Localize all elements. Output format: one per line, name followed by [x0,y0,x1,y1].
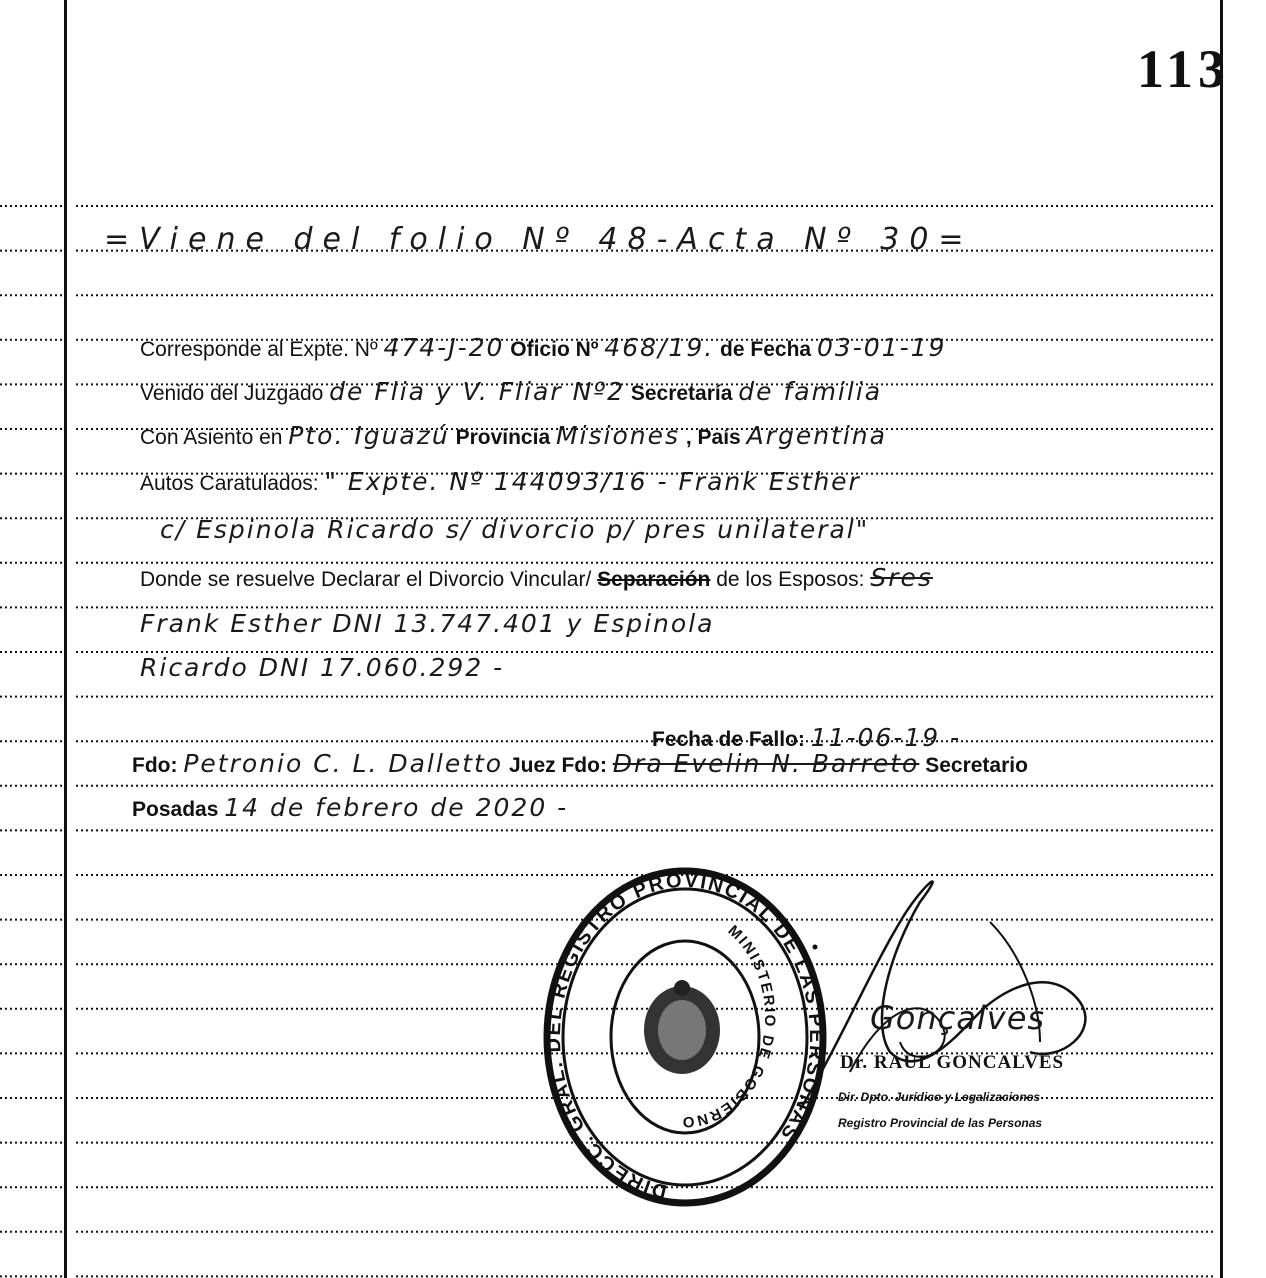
label-fecha: de Fecha [720,338,812,361]
value-fecha: 03-01-19 [816,333,947,362]
line-autos [140,467,861,496]
label-secretario: Secretario [925,754,1028,777]
page-number: 113 [1136,39,1230,99]
value-secretaria: de familia [738,377,883,406]
heading-handwritten: =Viene del folio Nº 48-Acta Nº 30= [104,222,974,257]
official-stamp [540,862,830,1212]
value-pais: Argentina [746,421,887,450]
label-juez-fdo: Juez Fdo: [508,754,607,777]
value-juez: Petronio C. L. Dalletto [183,749,504,778]
value-juzgado: de Flia y V. Fliar Nº2 [329,377,625,406]
value-fecha-fallo: 11-06-19 - [810,723,962,752]
label-posadas: Posadas [132,798,219,821]
label-juzgado: Venido del Juzgado [140,382,324,405]
stamp-inner-text: MINISTERIO DE GOBIERNO [680,922,779,1131]
signature-scribble [790,862,1110,1122]
value-autos: " Expte. Nº 144093/16 - Frank Esther [324,467,861,496]
line-autos-cont: c/ Espinola Ricardo s/ divorcio p/ pres unilateral" [160,515,870,544]
value-asiento: Pto. Iguazú [288,421,450,450]
value-expte: 474-J-20 [383,333,505,362]
label-resuelve: Donde se resuelve Declarar el Divorcio Vincular/ [140,568,592,591]
label-esposos: de los Esposos: [716,568,865,591]
value-secretaria-nombre: Dra Evelin N. Barreto [612,749,920,778]
label-fecha-fallo: Fecha de Fallo: [652,728,805,751]
label-oficio: Oficio Nº [510,338,599,361]
signature-handwritten: Gonçalves [870,999,1046,1037]
label-expte: Corresponde al Expte. Nº [140,338,378,361]
value-oficio: 468/19. [604,333,715,362]
value-sres: Sres [870,563,933,592]
label-separacion: Separación [597,568,711,591]
label-autos: Autos Caratulados: [140,472,319,495]
line-expediente [140,333,947,362]
signatory-title-2: Registro Provincial de las Personas [838,1116,1043,1130]
line-posadas [132,793,569,822]
line-esposa: Frank Esther DNI 13.747.401 y Espinola [140,609,715,638]
right-margin-rule [1220,0,1223,1278]
value-posadas-fecha: 14 de febrero de 2020 - [224,793,569,822]
label-provincia: Provincia [455,426,551,449]
line-juzgado [140,377,883,406]
signatory-title-1: Dir. Dpto. Jurídico y Legalizaciones [838,1090,1041,1104]
label-pais: , País [685,426,741,449]
label-secretaria: Secretaría [630,382,733,405]
line-esposo: Ricardo DNI 17.060.292 - [140,653,505,682]
left-margin-rule [64,0,67,1278]
label-fdo: Fdo: [132,754,178,777]
value-provincia-name: Misiones [555,421,681,450]
stamp-outer-text: DIRECC. GRAL. DEL REGISTRO PROVINCIAL DE LAS PERSONAS [542,869,828,1203]
line-resuelve [140,563,933,592]
line-firmas [132,749,1028,778]
label-asiento: Con Asiento en [140,426,283,449]
signatory-name: Dr. RAUL GONCALVES [840,1052,1065,1073]
coat-of-arms-icon [644,980,720,1074]
line-asiento [140,421,887,450]
